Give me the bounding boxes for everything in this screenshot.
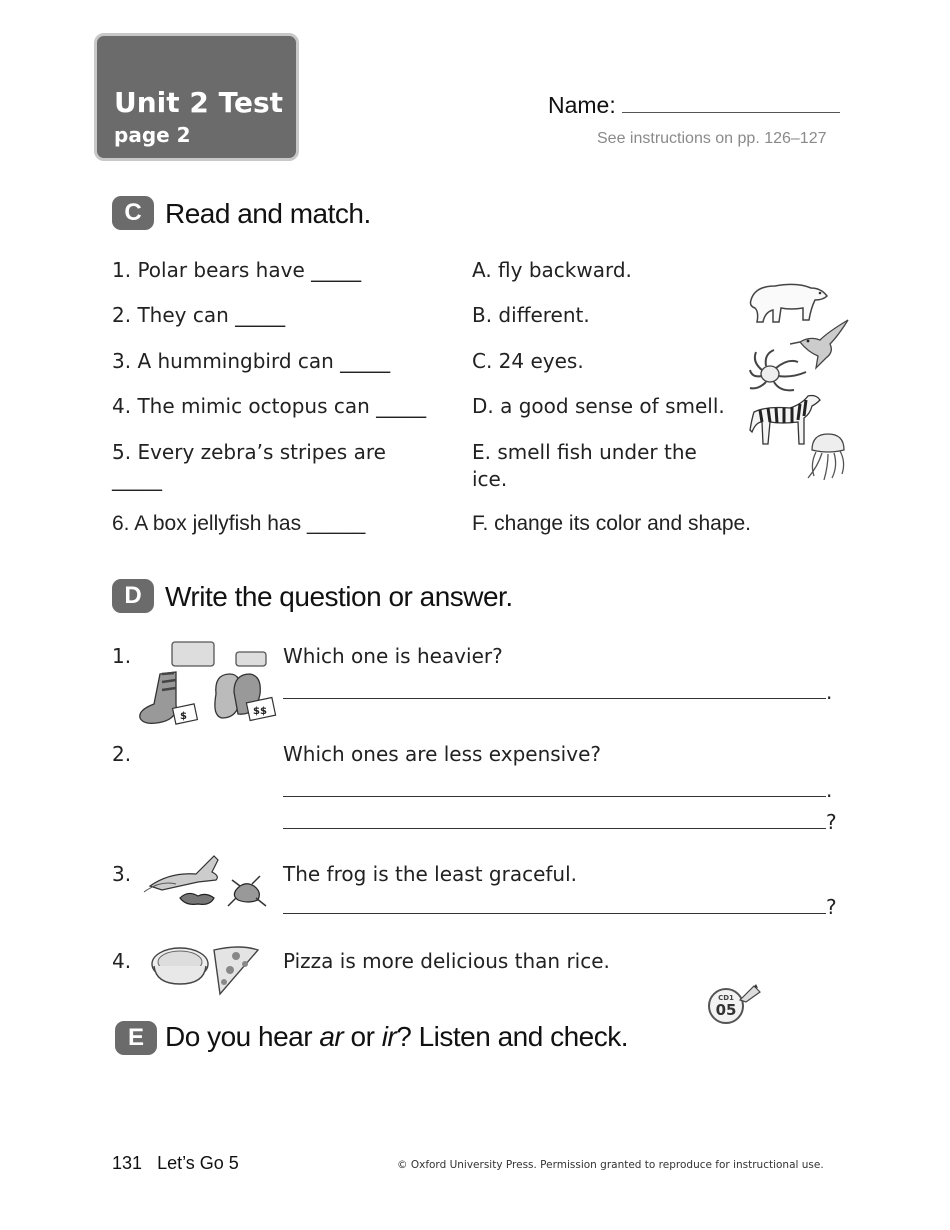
- audio-note-icon: [738, 982, 762, 1004]
- question-3-answer-line[interactable]: ?: [283, 893, 837, 919]
- socks-and-slippers-icon: [132, 638, 282, 730]
- match-item-5-blank: _____: [112, 467, 162, 491]
- match-item-5: 5. Every zebra’s stripes are: [112, 440, 386, 464]
- match-item-1: 1. Polar bears have _____: [112, 258, 362, 282]
- match-option-c: C. 24 eyes.: [472, 349, 584, 373]
- unit-page: page 2: [114, 123, 191, 147]
- section-c-title: Read and match.: [165, 198, 371, 229]
- question-1-answer-line[interactable]: .: [283, 678, 832, 704]
- section-d-badge: D: [112, 579, 154, 613]
- question-4-number: 4.: [112, 949, 132, 973]
- unit-title: Unit 2 Test: [114, 86, 284, 119]
- book-title: Let’s Go 5: [157, 1153, 239, 1173]
- match-item-3: 3. A hummingbird can _____: [112, 349, 391, 373]
- footer-book-info: [112, 1153, 239, 1174]
- sound-ir: ir: [381, 1021, 397, 1052]
- section-d-title: Write the question or answer.: [165, 581, 513, 612]
- question-1-number: 1.: [112, 644, 132, 668]
- sound-ar: ar: [319, 1021, 344, 1052]
- cd-track-number: 05: [715, 1001, 737, 1019]
- match-option-b: B. different.: [472, 303, 590, 327]
- question-1-prompt: Which one is heavier?: [283, 644, 503, 668]
- cd-label: CD1: [718, 994, 734, 1002]
- match-option-f: F. change its color and shape.: [472, 512, 752, 535]
- question-2-answer-line-1[interactable]: .: [283, 776, 832, 802]
- price-tag-cheap: $: [180, 711, 187, 722]
- question-2-answer-line-2[interactable]: ?: [283, 808, 837, 834]
- price-tag-expensive: $$: [253, 706, 267, 717]
- question-2-number: 2.: [112, 742, 132, 766]
- match-option-e: E. smell fish under the: [472, 440, 697, 464]
- rice-and-pizza-icon: [150, 942, 265, 998]
- name-line[interactable]: [622, 94, 840, 113]
- name-field: [548, 92, 840, 119]
- animals-jumping-icon: [140, 850, 275, 910]
- instructions-note: See instructions on pp. 126–127: [597, 130, 827, 147]
- match-item-6: 6. A box jellyfish has _____: [112, 512, 366, 535]
- match-option-a: A. fly backward.: [472, 258, 632, 282]
- question-2-prompt: Which ones are less expensive?: [283, 742, 601, 766]
- question-3-prompt: The frog is the least graceful.: [283, 862, 578, 886]
- section-e-badge: E: [115, 1021, 157, 1055]
- match-item-2: 2. They can _____: [112, 303, 286, 327]
- copyright-notice: © Oxford University Press. Permission granted to reproduce for instructional use.: [397, 1159, 824, 1171]
- match-option-d: D. a good sense of smell.: [472, 394, 725, 418]
- match-item-4: 4. The mimic octopus can _____: [112, 394, 427, 418]
- section-e-title: Do you hear ar or ir? Listen and check.: [165, 1021, 629, 1052]
- jellyfish-icon: [798, 430, 850, 482]
- question-3-number: 3.: [112, 862, 132, 886]
- section-c-badge: C: [112, 196, 154, 230]
- name-label: Name:: [548, 92, 616, 118]
- page-number: 131: [112, 1153, 143, 1173]
- unit-title-box: [94, 33, 299, 161]
- question-4-prompt: Pizza is more delicious than rice.: [283, 949, 610, 973]
- match-option-e-cont: ice.: [472, 467, 508, 491]
- octopus-icon: [748, 348, 810, 394]
